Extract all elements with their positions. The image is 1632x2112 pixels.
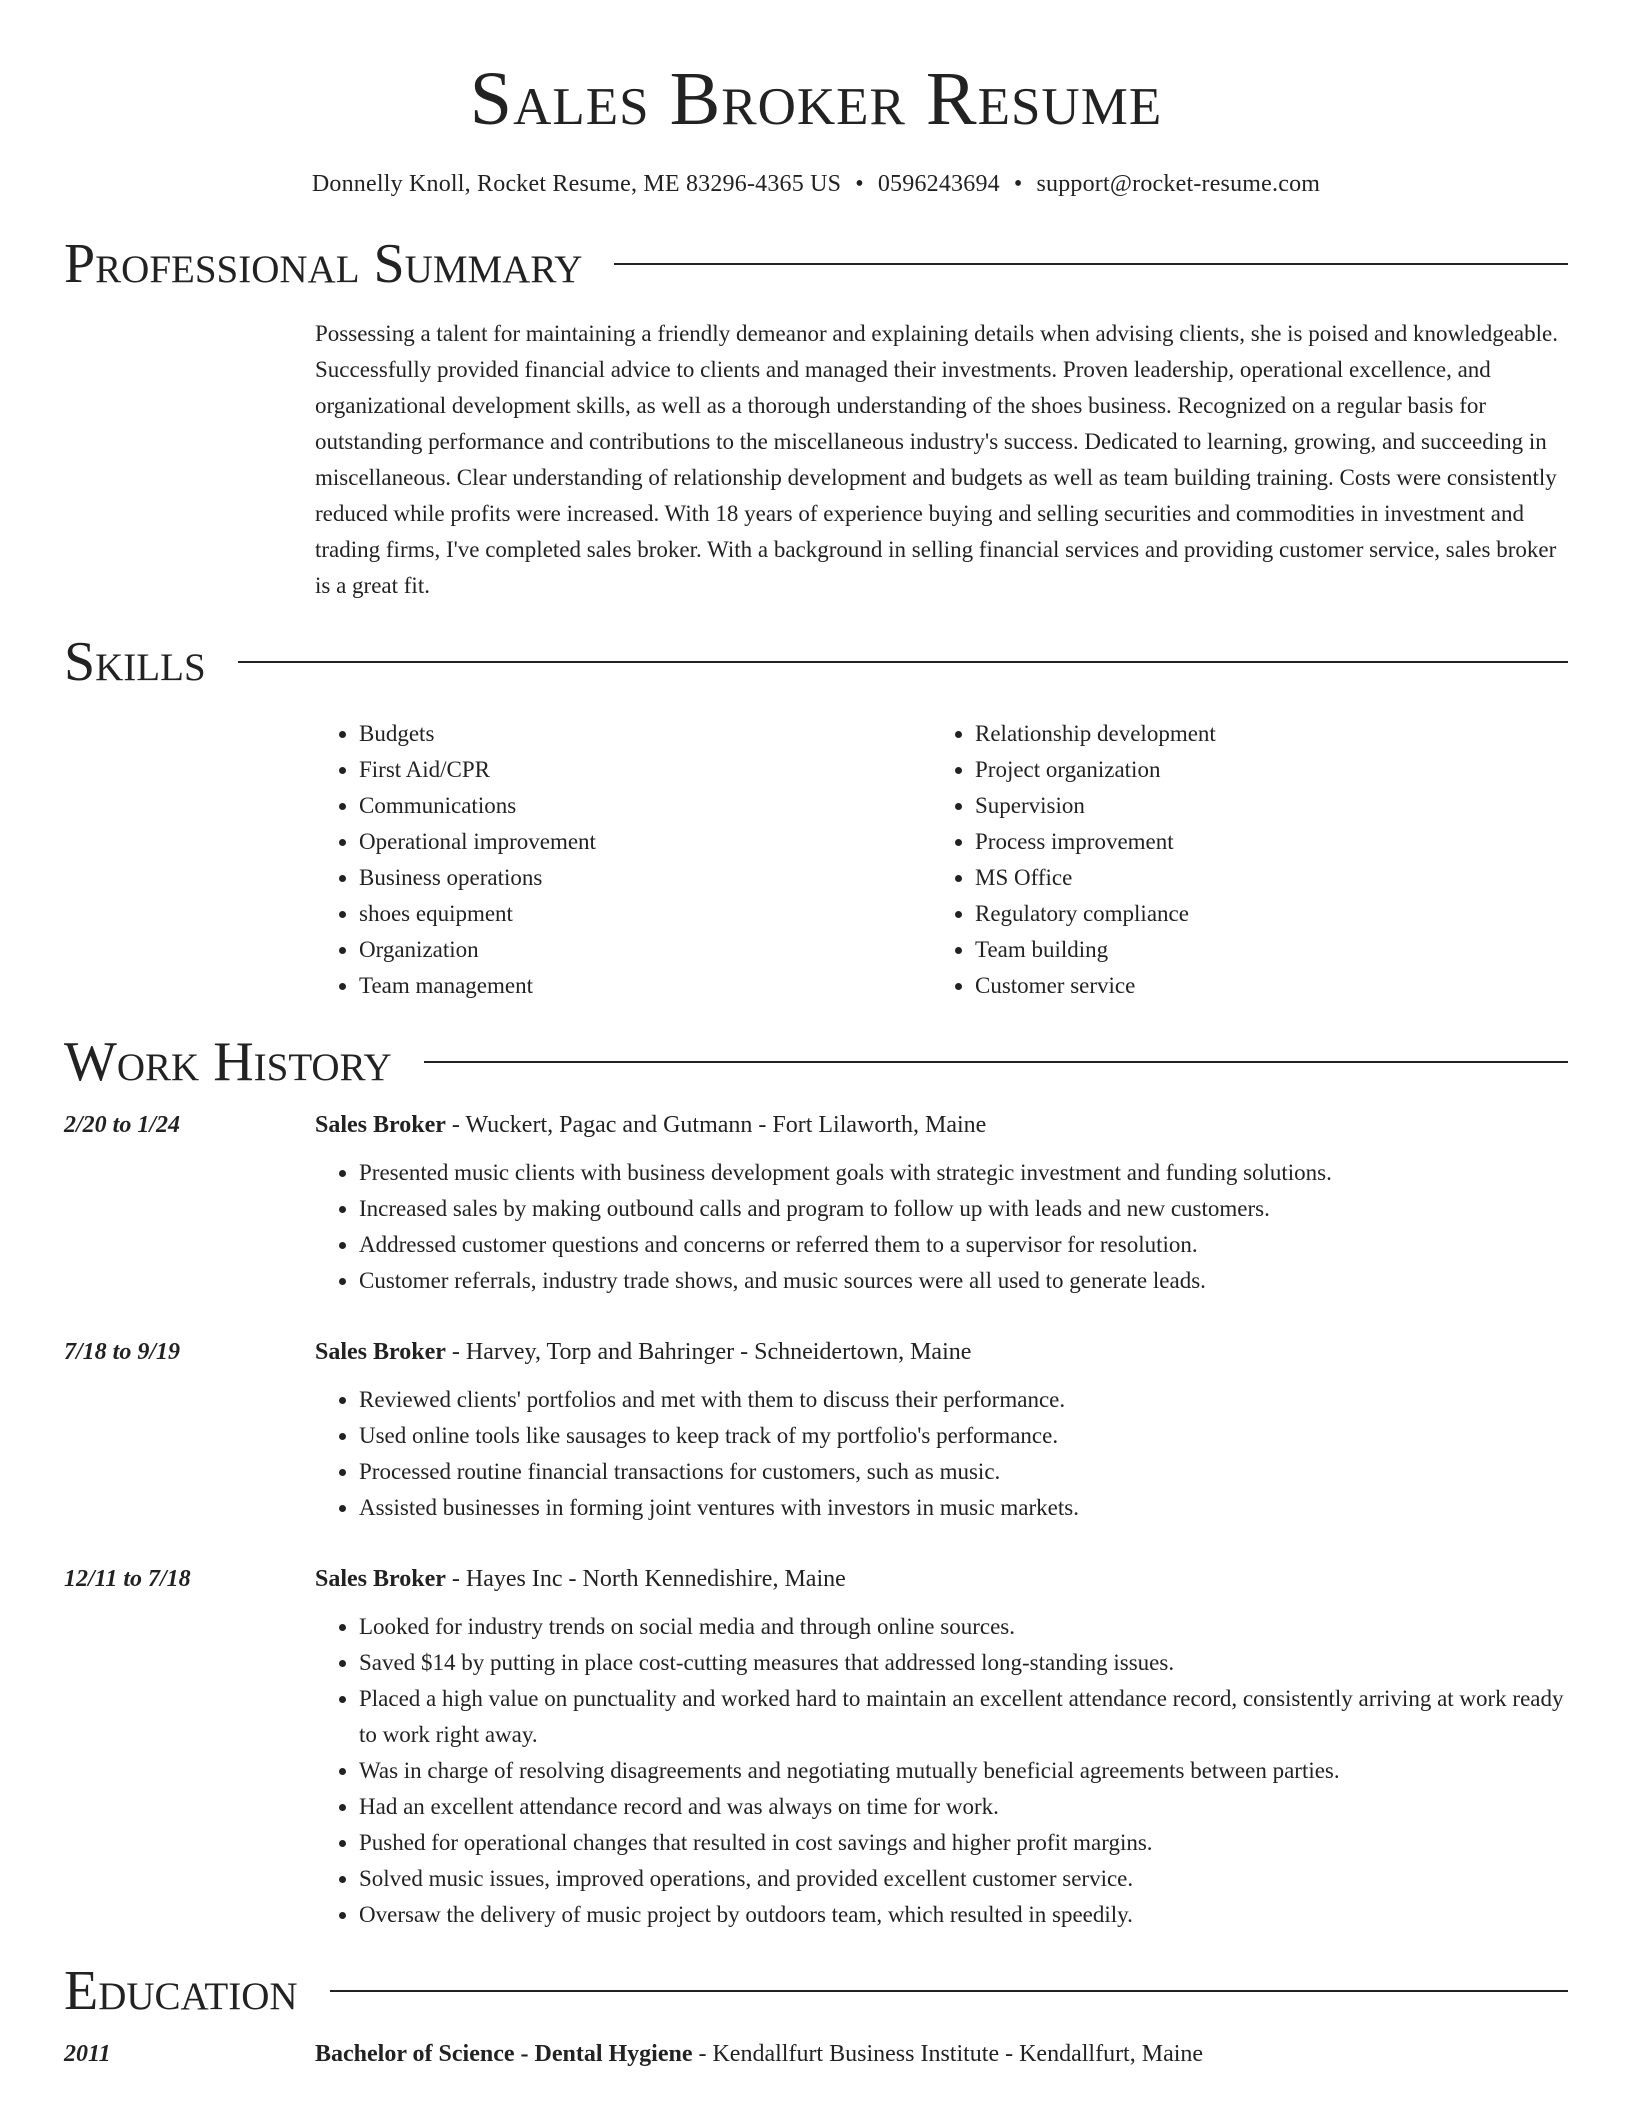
job-employer: - Wuckert, Pagac and Gutmann - Fort Lilaworth, Maine: [445, 1112, 987, 1139]
job-dates: 7/18 to 9/19: [64, 1339, 181, 1366]
job-bullet: • Customer referrals, industry trade shows, and music sources were all used to generate leads.: [359, 1263, 1568, 1299]
job-bullet: • Had an excellent attendance record and was always on time for work.: [359, 1789, 1568, 1825]
skill-item: • First Aid/CPR: [359, 752, 931, 788]
contact-email: support@rocket-resume.com: [1036, 171, 1321, 198]
job-bullet: • Looked for industry trends on social media and through online sources.: [359, 1609, 1568, 1645]
skill-item: • Team management: [359, 968, 931, 1004]
skills-column-left: [315, 716, 931, 1004]
education-school: - Kendallfurt Business Institute - Kendallfurt, Maine: [692, 2041, 1204, 2068]
contact-separator: •: [855, 171, 864, 198]
job-bullets: [315, 1609, 1568, 1933]
job-bullet: • Pushed for operational changes that resulted in cost savings and higher profit margins.: [359, 1825, 1568, 1861]
job-title: Sales Broker: [315, 1339, 446, 1366]
education-section-header: [64, 1960, 1568, 2023]
summary-text: Possessing a talent for maintaining a friendly demeanor and explaining details when advising clients, she is poised and knowledgeable. Successfully provided financial advice to clients and managed their investments. Proven leadership, operational excellence, and organizational development skills, as well as a thorough understanding of the shoes business. Recognized on a regular basis for outstanding performance and contributions to the miscellaneous industry's success. Dedicated to learning, growing, and succeeding in miscellaneous. Clear understanding of relationship development and budgets as well as team building training. Costs were consistently reduced while profits were increased. With 18 years of experience buying and selling securities and commodities in investment and trading firms, I've completed sales broker. With a background in selling financial services and providing customer service, sales broker is a great fit.: [315, 321, 1558, 599]
job-bullet: • Assisted businesses in forming joint ventures with investors in music markets.: [359, 1490, 1568, 1526]
skill-item: • Process improvement: [975, 824, 1547, 860]
job-dates: 12/11 to 7/18: [64, 1566, 191, 1593]
job-title-line: [315, 1339, 971, 1366]
job-employer: - Hayes Inc - North Kennedishire, Maine: [445, 1566, 846, 1593]
skills-list: [315, 716, 1568, 1004]
skill-item: • Team building: [975, 932, 1547, 968]
education-entry: [64, 2041, 1568, 2068]
skill-item: • MS Office: [975, 860, 1547, 896]
job-bullet: • Reviewed clients' portfolios and met with them to discuss their performance.: [359, 1382, 1568, 1418]
skills-column-right: [931, 716, 1547, 1004]
skill-item: • Supervision: [975, 788, 1547, 824]
job-bullet: • Processed routine financial transactions for customers, such as music.: [359, 1454, 1568, 1490]
education-line: [315, 2041, 1203, 2068]
job-bullets: [315, 1155, 1568, 1299]
contact-line: [64, 171, 1568, 198]
skill-item: • Organization: [359, 932, 931, 968]
section-divider: [238, 661, 1568, 663]
skill-item: • Regulatory compliance: [975, 896, 1547, 932]
contact-phone: 0596243694: [877, 171, 1000, 198]
job-bullet: • Increased sales by making outbound calls and program to follow up with leads and new customers.: [359, 1191, 1568, 1227]
contact-separator: •: [1013, 171, 1023, 198]
skill-item: • Communications: [359, 788, 931, 824]
skills-heading: Skills: [64, 631, 206, 694]
job-bullet: • Was in charge of resolving disagreements and negotiating mutually beneficial agreements between parties.: [359, 1753, 1568, 1789]
skill-item: • Project organization: [975, 752, 1547, 788]
job-bullet: • Presented music clients with business development goals with strategic investment and funding solutions.: [359, 1155, 1568, 1191]
job-title: Sales Broker: [315, 1112, 446, 1139]
section-divider: [424, 1061, 1568, 1063]
skills-section-header: [64, 631, 1568, 694]
contact-address: Donnelly Knoll, Rocket Resume, ME 83296-4365 US: [311, 171, 842, 198]
job-bullet: • Saved $14 by putting in place cost-cutting measures that addressed long-standing issues.: [359, 1645, 1568, 1681]
skill-item: • Business operations: [359, 860, 931, 896]
job-bullet: • Addressed customer questions and concerns or referred them to a supervisor for resolution.: [359, 1227, 1568, 1263]
job-title: Sales Broker: [315, 1566, 446, 1593]
education-heading: Education: [64, 1960, 298, 2023]
education-degree: Bachelor of Science - Dental Hygiene: [315, 2041, 693, 2068]
job-bullet: • Solved music issues, improved operations, and provided excellent customer service.: [359, 1861, 1568, 1897]
job-entry: [64, 1339, 1568, 1526]
job-entry: [64, 1566, 1568, 1933]
job-entry: [64, 1112, 1568, 1299]
skill-item: • Relationship development: [975, 716, 1547, 752]
job-bullet: • Used online tools like sausages to keep track of my portfolio's performance.: [359, 1418, 1568, 1454]
job-employer: - Harvey, Torp and Bahringer - Schneidertown, Maine: [445, 1339, 972, 1366]
job-title-line: [315, 1566, 846, 1593]
job-bullet: • Oversaw the delivery of music project by outdoors team, which resulted in speedily.: [359, 1897, 1568, 1933]
skill-item: • Budgets: [359, 716, 931, 752]
section-divider: [614, 263, 1568, 265]
section-divider: [330, 1990, 1568, 1992]
skill-item: • Operational improvement: [359, 824, 931, 860]
work-heading: Work History: [64, 1031, 392, 1094]
job-bullet: • Placed a high value on punctuality and worked hard to maintain an excellent attendance record, consistently arriving at work ready to work right away.: [359, 1681, 1568, 1753]
summary-heading: Professional Summary: [64, 233, 583, 296]
summary-section-header: [64, 233, 1568, 296]
skill-item: • Customer service: [975, 968, 1547, 1004]
job-bullets: [315, 1382, 1568, 1526]
job-title-line: [315, 1112, 986, 1139]
work-section-header: [64, 1031, 1568, 1094]
education-year: 2011: [64, 2041, 111, 2068]
skill-item: • shoes equipment: [359, 896, 931, 932]
job-dates: 2/20 to 1/24: [64, 1112, 181, 1139]
resume-title: Sales Broker Resume: [469, 57, 1163, 141]
